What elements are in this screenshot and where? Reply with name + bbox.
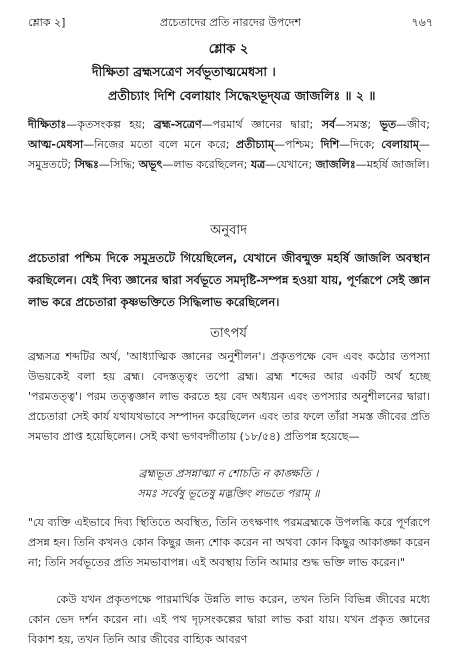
running-head-chapter-title: প্রচেতাদের প্রতি নারদের উপদেশ	[159, 16, 302, 29]
synonym-term: দীক্ষিতাঃ	[28, 118, 67, 131]
synonym-meaning: —পশ্চিম;	[273, 138, 321, 151]
synonym-meaning: —মহর্ষি জাজলি।	[355, 158, 430, 171]
gita-quote-line-2: সমঃ সর্বেষু ভূতেষু মদ্ভক্তিং লভতে পরাম্ ॥	[137, 487, 320, 500]
gita-quote-line-1: ব্রহ্মভূত প্রসন্নাত্মা ন শোচতি ন কাঙ্ক্ষতি ।	[138, 467, 319, 480]
synonym-term: বেলায়াম্	[381, 138, 420, 151]
synonym-term: আত্ম-মেধসা	[28, 138, 84, 151]
synonym-meaning: —সমস্ত;	[335, 118, 380, 131]
translation-title: অনুবাদ	[210, 223, 247, 238]
synonym-meaning: —লাভ করেছিলেন;	[162, 158, 251, 171]
gita-quote	[0, 464, 457, 504]
running-head-verse-ref: শ্লোক ২]	[28, 16, 66, 29]
page-number: ৭৬৭	[411, 16, 433, 29]
synonym-meaning: —পরমার্থ জ্ঞানের দ্বারা;	[201, 118, 322, 131]
purport-title: তাৎপর্য	[210, 326, 247, 341]
purport-paragraph-2: কেউ যখন প্রকৃতপক্ষে পারমার্থিক উন্নতি লাভ করেন, তখন তিনি বিভিন্ন জীবের মধ্যে কোন ভেদ দর্শন করেন না। এই পথ দৃঢ়সংকল্পের দ্বারা লাভ করা যায়। যখন প্রকৃত জ্ঞানের বিকাশ হয়, তখন তিনি আর জীবের বাহ্যিক আবরণ	[28, 593, 430, 646]
verse-line-1: দীক্ষিতা ব্রহ্মসত্রেণ সর্বভূতাত্মমেধসা ।	[92, 64, 276, 79]
verse-heading: শ্লোক ২	[208, 42, 249, 57]
running-head	[28, 14, 433, 32]
synonym-term: সর্ব	[321, 118, 336, 131]
synonym-meaning: —জীব;	[396, 118, 430, 131]
synonym-meaning: —যেখানে;	[265, 158, 316, 171]
synonym-meaning: —সিদ্ধি;	[98, 158, 139, 171]
synonym-meaning: —নিজের মতো বলে মনে করে;	[83, 138, 236, 151]
verse-line-2: প্রতীচ্যাং দিশি বেলায়াং সিদ্ধেঽভূদ্‌যত্র জাজলিঃ ॥ ২ ॥	[108, 88, 376, 103]
synonym-term: সিদ্ধঃ	[74, 158, 99, 171]
synonym-meaning: —দিকে;	[339, 138, 382, 151]
synonym-term: প্রতীচ্যাম্	[235, 138, 274, 151]
synonym-term: ব্রহ্ম-সত্রেণ	[153, 118, 202, 131]
purport-paragraph-1: ব্রহ্মসত্র শব্দটির অর্থ, 'আধ্যাত্মিক জ্ঞানের অনুশীলন'। প্রকৃতপক্ষে বেদ এবং কঠোর তপস্যা উভয়কেই বলা হয় ব্রহ্ম। বেদস্তত্ত্বং তপো ব্রহ্ম। ব্রহ্ম শব্দের আর একটি অর্থ হচ্ছে 'পরমতত্ত্ব'। পরম তত্ত্বজ্ঞান লাভ করতে হয় বেদ অধ্যয়ন এবং তপস্যার অনুশীলনের দ্বারা। প্রচেতারা সেই কার্য যথাযথভাবে সম্পাদন করেছিলেন এবং তার ফলে তাঁরা সমস্ত জীবের প্রতি সমভাব প্রাপ্ত হয়েছিলেন। সেই কথা ভগবদ্গীতায় (১৮/৫৪) প্রতিপন্ন হয়েছে—	[28, 350, 430, 443]
synonym-meaning: —সমুদ্রতটে;	[28, 138, 431, 171]
translation-text: প্রচেতারা পশ্চিম দিকে সমুদ্রতটে গিয়েছিলেন, যেখানে জীবন্মুক্ত মহর্ষি জাজলি অবস্থান করছিলেন। যেই দিব্য জ্ঞানের দ্বারা সর্বভূতে সমদৃষ্টি-সম্পন্ন হওয়া যায়, পূর্ণরূপে সেই জ্ঞান লাভ করে প্রচেতারা কৃষ্ণভক্তিতে সিদ্ধিলাভ করেছিলেন।	[28, 251, 430, 309]
synonym-term: দিশি	[320, 138, 340, 151]
purport-paragraph-translation: "যে ব্যক্তি এইভাবে দিব্য স্থিতিতে অবস্থিত, তিনি তৎক্ষণাৎ পরমব্রহ্মকে উপলব্ধি করে পূর্ণরূপে প্রসন্ন হন। তিনি কখনও কোন কিছুর জন্য শোক করেন না অথবা কোন কিছুর আকাঙ্ক্ষা করেন না; তিনি সর্বভূতের প্রতি সমভাবাপন্ন। এই অবস্থায় তিনি আমার শুদ্ধ ভক্তি লাভ করেন।"	[28, 516, 430, 569]
synonym-term: অভূৎ	[138, 158, 163, 171]
synonyms-paragraph	[28, 115, 430, 175]
synonym-meaning: —কৃতসংকল্প হয়;	[66, 118, 154, 131]
synonym-term: জাজলিঃ	[315, 158, 356, 171]
synonym-term: যত্র	[250, 158, 266, 171]
synonym-term: ভূত	[379, 118, 397, 131]
